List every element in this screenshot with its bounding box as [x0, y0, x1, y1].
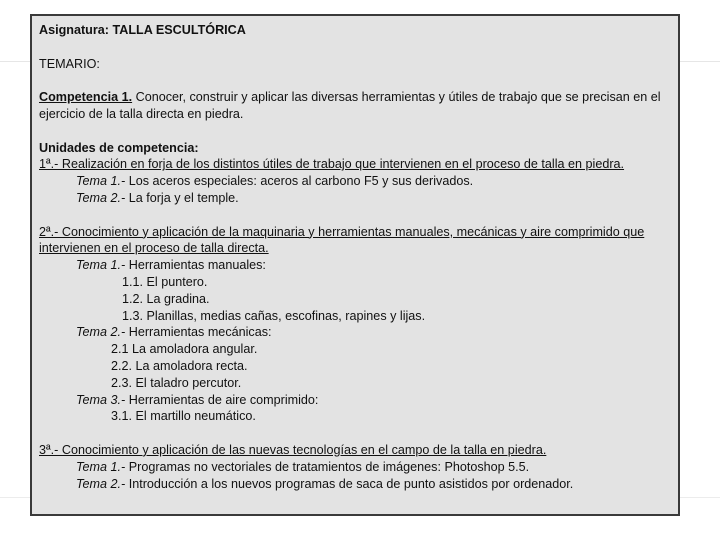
- tema-text: Los aceros especiales: aceros al carbono F5 y sus derivados.: [125, 174, 474, 189]
- unit-3-tema-2: [39, 476, 670, 493]
- unidades-heading: Unidades de competencia:: [39, 140, 199, 155]
- list-item: 2.1 La amoladora angular.: [111, 342, 258, 357]
- list-item: 2.3. El taladro percutor.: [111, 375, 242, 390]
- competencia-paragraph: [39, 89, 670, 123]
- tema-label: Tema 2.-: [76, 325, 126, 340]
- unit-3-tema-1: [39, 459, 670, 476]
- tema-label: Tema 1.-: [76, 174, 126, 189]
- unit-2-tema-1: [39, 257, 670, 274]
- unit-1-title: 1ª.- Realización en forja de los distintos útiles de trabajo que intervienen en el proceso de talla en piedra.: [39, 157, 625, 172]
- temario-heading: TEMARIO:: [39, 56, 100, 71]
- unit-2-tema-3: [39, 392, 670, 409]
- list-item: 1.2. La gradina.: [122, 291, 210, 306]
- unit-3-title: 3ª.- Conocimiento y aplicación de las nuevas tecnologías en el campo de la talla en piedra.: [39, 442, 547, 457]
- tema-label: Tema 1.-: [76, 459, 126, 474]
- tema-label: Tema 2.-: [76, 190, 126, 205]
- list-item: 2.2. La amoladora recta.: [111, 358, 248, 373]
- competencia-text: Conocer, construir y aplicar las diversas herramientas y útiles de trabajo que se precisan en el ejercicio de la talla directa en piedra.: [39, 90, 661, 121]
- unit-1-tema-1: [39, 173, 670, 190]
- list-item: 3.1. El martillo neumático.: [111, 409, 256, 424]
- tema-label: Tema 1.-: [76, 258, 126, 273]
- tema-label: Tema 2.-: [76, 476, 126, 491]
- tema-text: Herramientas manuales:: [125, 258, 266, 273]
- unit-2-title: 2ª.- Conocimiento y aplicación de la maquinaria y herramientas manuales, mecánicas y aire comprimido que intervienen en el proceso de talla directa.: [39, 224, 645, 256]
- unit-1-tema-2: [39, 190, 670, 207]
- tema-text: Introducción a los nuevos programas de saca de punto asistidos por ordenador.: [125, 476, 574, 491]
- tema-label: Tema 3.-: [76, 392, 126, 407]
- tema-text: Herramientas de aire comprimido:: [125, 392, 319, 407]
- list-item: 1.1. El puntero.: [122, 274, 208, 289]
- unit-2-tema-2: [39, 324, 670, 341]
- tema-text: La forja y el temple.: [125, 190, 239, 205]
- competencia-label: Competencia 1.: [39, 90, 133, 105]
- list-item: 1.3. Planillas, medias cañas, escofinas, rapines y lijas.: [122, 308, 426, 323]
- tema-text: Programas no vectoriales de tratamientos de imágenes: Photoshop 5.5.: [125, 459, 530, 474]
- tema-text: Herramientas mecánicas:: [125, 325, 272, 340]
- syllabus-box: [30, 14, 680, 516]
- asignatura-heading: Asignatura: TALLA ESCULTÓRICA: [39, 23, 246, 37]
